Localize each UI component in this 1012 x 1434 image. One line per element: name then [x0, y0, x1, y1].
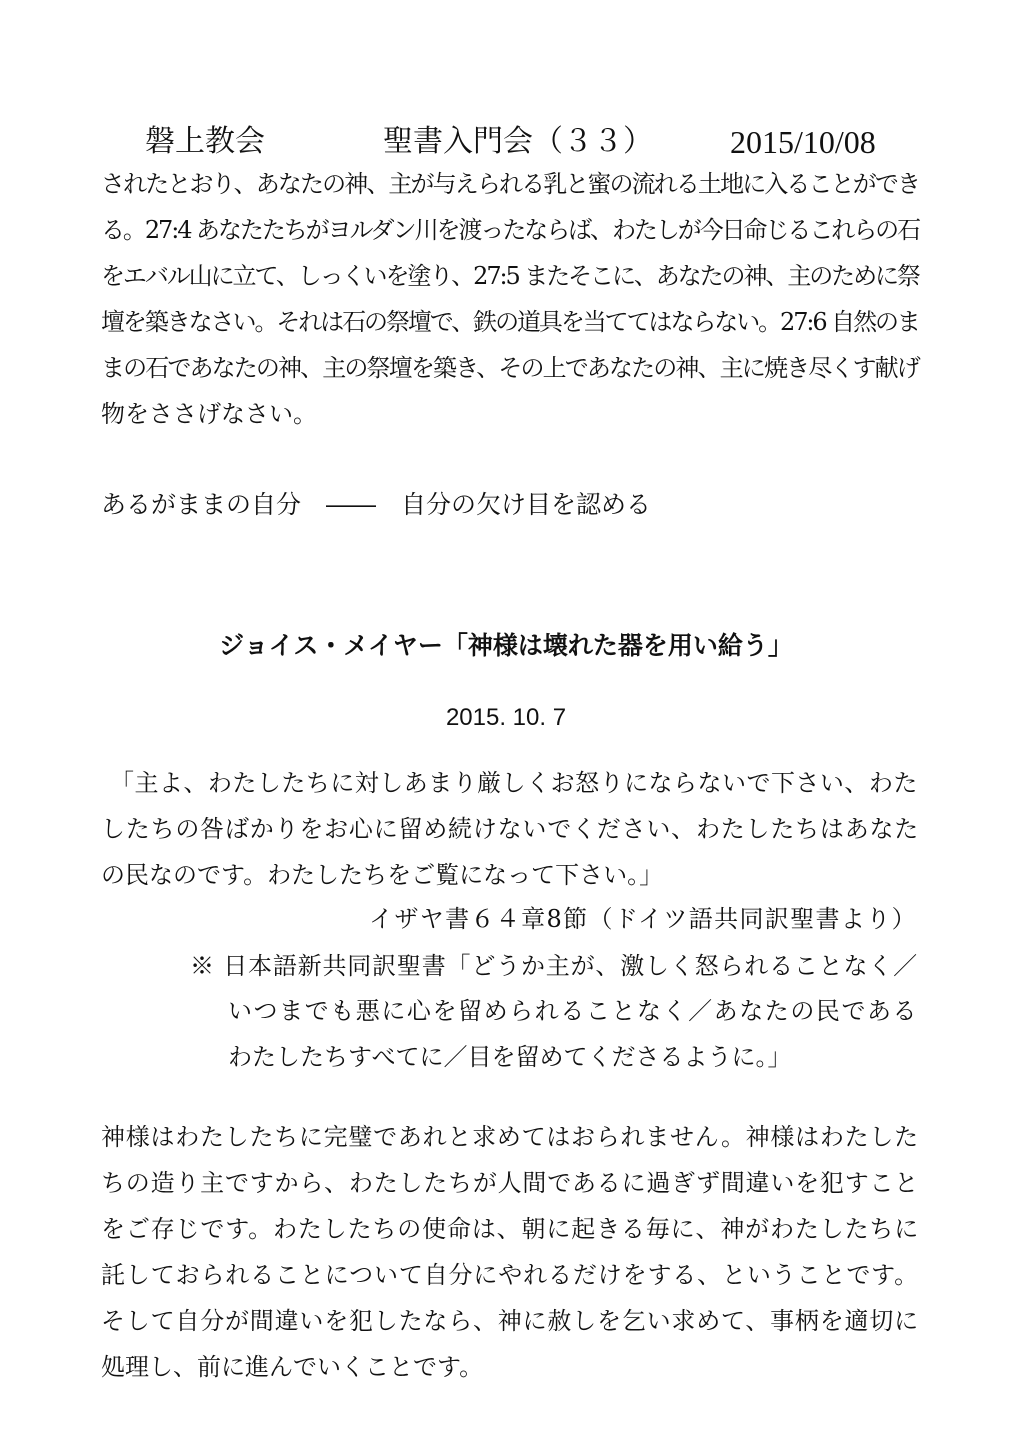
article-date: 2015. 10. 7	[445, 704, 567, 731]
body-line: そして自分が間違いを犯したなら、神に赦しを乞い求めて、事柄を適切に	[101, 1307, 919, 1335]
section-subtitle: あるがままの自分 ―― 自分の欠け目を認める	[101, 490, 652, 519]
course-title: 聖書入門会（３３）	[383, 124, 653, 159]
body-line: ちの造り主ですから、わたしたちが人間であるに過ぎず間違いを犯すこと	[101, 1169, 920, 1197]
quote-source: イザヤ書６４章8節（ドイツ語共同訳聖書より）	[369, 905, 917, 933]
note-line: わたしたちすべてに／目を留めてくださるように。」	[228, 1043, 792, 1071]
passage-line: る。27:4 あなたたちがヨルダン川を渡ったならば、わたしが今日命じるこれらの石	[101, 216, 920, 244]
church-name: 磐上教会	[145, 124, 265, 159]
quote-line: 「主よ、わたしたちに対しあまり厳しくお怒りにならないで下さい、わた	[110, 769, 918, 797]
header-date: 2015/10/08	[730, 124, 876, 160]
body-line: 処理し、前に進んでいくことです。	[101, 1353, 484, 1381]
quote-line: したちの咎ばかりをお心に留め続けないでください、わたしたちはあなた	[101, 815, 920, 843]
note-line: ※ 日本語新共同訳聖書「どうか主が、激しく怒られることなく／	[190, 952, 918, 980]
body-line: 神様はわたしたちに完璧であれと求めてはおられません。神様はわたした	[101, 1123, 919, 1151]
passage-line: されたとおり、あなたの神、主が与えられる乳と蜜の流れる土地に入ることができ	[101, 170, 920, 198]
passage-line: 物をささげなさい。	[101, 400, 317, 428]
passage-line: 壇を築きなさい。それは石の祭壇で、鉄の道具を当ててはならない。27:6 自然のま	[101, 308, 919, 336]
passage-line: まの石であなたの神、主の祭壇を築き、その上であなたの神、主に焼き尽くす献げ	[101, 354, 919, 382]
quote-line: の民なのです。わたしたちをご覧になって下さい。」	[101, 861, 664, 889]
page-header	[0, 122, 1012, 162]
body-line: をご存じです。わたしたちの使命は、朝に起きる毎に、神がわたしたちに	[101, 1215, 920, 1243]
passage-line: をエバル山に立て、しっくいを塗り、27:5 またそこに、あなたの神、主のために祭	[101, 262, 919, 290]
body-line: 託しておられることについて自分にやれるだけをする、ということです。	[101, 1261, 919, 1289]
article-title: ジョイス・メイヤー「神様は壊れた器を用い給う」	[219, 631, 793, 660]
note-line: いつまでも悪に心を留められることなく／あなたの民である	[228, 997, 919, 1025]
